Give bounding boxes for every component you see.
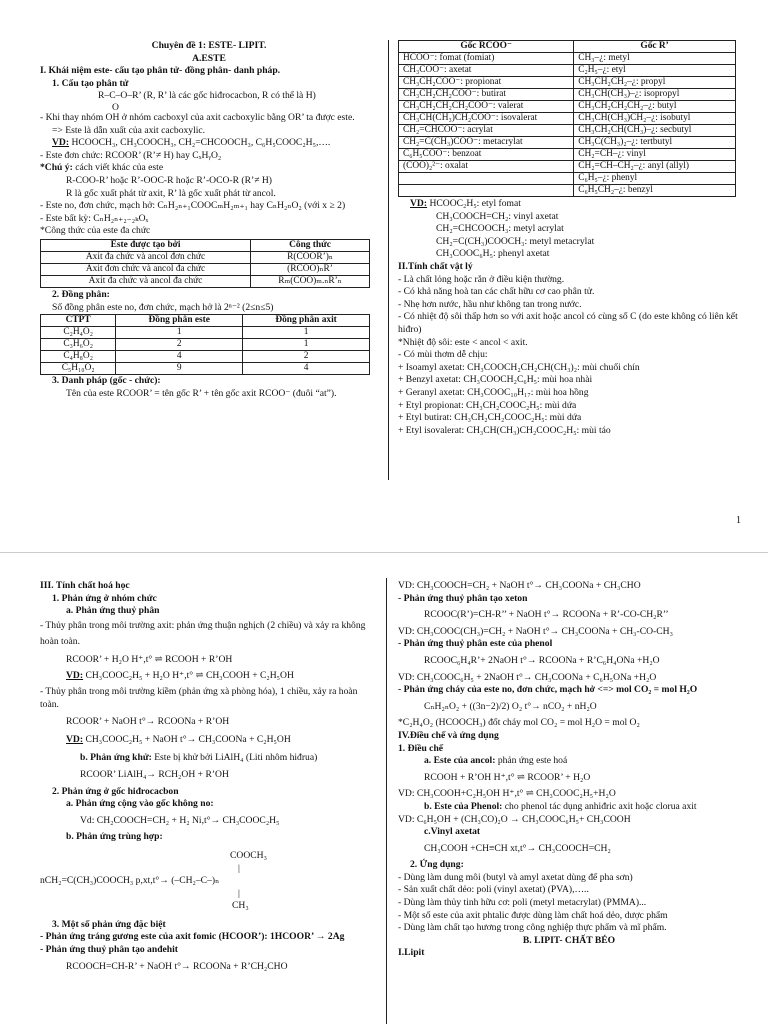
table-row: CH₃CH₂CH₂COO⁻: butirat CH₃CH(CH₃)–¿: isopropyl bbox=[399, 89, 736, 101]
base-hydrolysis-equation: RCOOR’ + NaOH t°→ RCOONa + R’OH bbox=[66, 716, 230, 728]
table-row: CH₂=C(CH₃)COO⁻: metacrylat CH₃C(CH₃)₂–¿: tertbutyl bbox=[399, 137, 736, 149]
subsection-special-reactions: 3. Một số phản ứng đặc biệt bbox=[52, 918, 166, 930]
subsection-preparation: 1. Điều chế bbox=[398, 742, 444, 754]
vinyl-acetate-heading: c.Vinyl axetat bbox=[424, 826, 481, 838]
table-row: Axit đơn chức và ancol đa chức (RCOO)ₙR’ bbox=[41, 263, 370, 275]
combustion-equation: CₙH₂ₙO₂ + ((3n−2)/2) O₂ t°→ nCO₂ + nH₂O bbox=[424, 700, 597, 712]
radical-names-table bbox=[398, 40, 736, 197]
note-alt-forms: R-COO-R’ hoặc R’-OOC-R hoặc R’-OCO-R (R’≠ H) bbox=[66, 174, 272, 186]
polyester-table bbox=[40, 239, 370, 288]
section-b-heading: B. LIPIT- CHẤT BÉO bbox=[522, 934, 616, 946]
subsection-hydrocarbon-reactions: 2. Phản ứng ở gốc hiđrocacbon bbox=[52, 785, 179, 797]
naming-examples: VD: HCOOC₂H₅: etyl fomat CH₃COOCH=CH₂: vinyl axetat CH₂=CHCOOCH₃: metyl acrylat CH₂=C(CH₃)COOCH₃: metyl metacrylat CH₃COOC₆H₅: phenyl axetat bbox=[410, 198, 595, 260]
aldehyde-hydrolysis-equation: RCOOCH=CH-R’ + NaOH t°→ RCOONa + R’CH₂CHO bbox=[66, 960, 288, 972]
table-row: C₅H₁₀O₂ 9 4 bbox=[41, 363, 370, 375]
table-row: (COO)₂²⁻: oxalat CH₂=CH–CH₂–¿: anyl (allyl) bbox=[399, 161, 736, 173]
section-a-heading: A.ESTE bbox=[192, 52, 226, 64]
structure-oxygen: O bbox=[112, 101, 119, 113]
table-row: C₂H₄O₂ 1 1 bbox=[41, 327, 370, 339]
polymer-bottom-group: CH₃ bbox=[232, 900, 249, 912]
silver-mirror-reaction: - Phản ứng tráng gương este của axit fomic (HCOOR’): 1HCOOR’ → 2Ag bbox=[40, 931, 345, 943]
applications-list: - Dùng làm dung môi (butyl và amyl axetat dùng để pha sơn) - Sản xuất chất dẻo: poli (vinyl axetat) (PVA),….. - Dùng làm thủy tinh hữu cơ: poli (metyl metacrylat) (PMMA)... - Một số este của axit phtalic được dùng làm chất hoá dẻo, dược phẩm - Dùng làm chất tạo hương trong công nghiệp thực phẩm và mĩ phẩm. bbox=[398, 871, 668, 934]
polymer-bond: | bbox=[238, 862, 240, 874]
combustion-heading: - Phản ứng cháy của este no, đơn chức, mạch hở <=> mol CO₂ = mol H₂O bbox=[398, 684, 698, 696]
subsection-hydrolysis: a. Phản ứng thuỷ phân bbox=[66, 605, 160, 617]
esterification-example: VD: CH₃COOH+C₂H₅OH H⁺,t° ⇌ CH₃COOC₂H₅+H₂O bbox=[398, 788, 616, 800]
monoester-formula: - Este đơn chức: RCOOR’ (R’≠ H) hay CₓHᵧO₂ bbox=[40, 149, 222, 161]
page-separator bbox=[0, 552, 768, 553]
section-3-heading: III. Tính chất hoá học bbox=[40, 580, 130, 591]
reduction-line: b. Phản ứng khử: Este bị khử bởi LiAlH₄ (Liti nhôm hiđrua) bbox=[80, 752, 318, 764]
base-hydrolysis-text: - Thủy phân trong môi trường kiềm (phản ứng xà phòng hóa), 1 chiều, xảy ra hoàn toàn. bbox=[40, 685, 358, 710]
addition-example: Vd: CH₂COOCH=CH₂ + H₂ Ni,t°→ CH₃COOC₂H₅ bbox=[80, 814, 280, 826]
derivative-text: => Este là dẫn xuất của axit cacboxylic. bbox=[52, 124, 206, 136]
polymer-bond: | bbox=[238, 887, 240, 899]
table-row: HCOO⁻: fomat (fomiat) CH₃–¿: metyl bbox=[399, 53, 736, 65]
section-4-heading: IV.Điều chế và ứng dụng bbox=[398, 729, 499, 741]
isomer-table bbox=[40, 314, 370, 375]
subsection-addition: a. Phản ứng cộng vào gốc không no: bbox=[66, 798, 214, 810]
ketone-hydrolysis-heading: - Phản ứng thuỷ phân tạo xeton bbox=[398, 592, 528, 604]
table-row: Axit đa chức và ancol đơn chức R(COOR’)ₙ bbox=[41, 251, 370, 263]
table-header: Este được tạo bởi bbox=[41, 239, 251, 251]
naming-rule: Tên của este RCOOR’ = tên gốc R’ + tên gốc axit RCOO⁻ (đuôi “at”). bbox=[66, 387, 337, 399]
subsection-structure: 1. Cấu tạo phân tử bbox=[52, 77, 129, 89]
column-divider bbox=[388, 40, 389, 480]
table-header: Công thức bbox=[251, 239, 370, 251]
table-row: C₆H₅–¿: phenyl bbox=[399, 173, 736, 185]
acid-hydrolysis-text: - Thủy phân trong môi trường axit: phản ứng thuận nghịch (2 chiều) và xảy ra không hoàn toàn. bbox=[40, 619, 366, 647]
page-number: 1 bbox=[736, 515, 741, 526]
note-line: *Chú ý: cách viết khác của este bbox=[40, 162, 164, 174]
page-title: Chuyên đề 1: ESTE- LIPIT. bbox=[151, 40, 267, 51]
table-row: C₆H₅CH₂–¿: benzyl bbox=[399, 185, 736, 197]
table-row: CH₃CH₂COO⁻: propionat CH₃CH₂CH₂–¿: propyl bbox=[399, 77, 736, 89]
ketone-example: VD: CH₃COOC(CH₃)=CH₂ + NaOH t°→ CH₃COONa + CH₃-CO-CH₃ bbox=[398, 625, 673, 637]
polyester-caption: *Công thức của este đa chức bbox=[40, 225, 151, 237]
note-origin: R là gốc xuất phát từ axit, R’ là gốc xuất phát từ ancol. bbox=[66, 187, 276, 199]
page2-left-column bbox=[40, 580, 378, 973]
saturated-formula: - Este no, đơn chức, mạch hở: CₙH₂ₙ₊₁COOCₘH₂ₘ₊₁ hay CₙH₂ₙO₂ (với x ≥ 2) bbox=[40, 200, 346, 212]
combustion-note: *C₂H₄O₂ (HCOOCH₃) đốt cháy mol CO₂ = mol H₂O = mol O₂ bbox=[398, 717, 640, 729]
alcohol-ester-line: a. Este của ancol: phản ứng este hoá bbox=[424, 755, 568, 767]
subsection-naming: 3. Danh pháp (gốc - chức): bbox=[52, 375, 161, 387]
table-row: CH₃COO⁻: axetat C₂H₅–¿: etyl bbox=[399, 65, 736, 77]
isomer-count-text: Số đồng phân este no, đơn chức, mạch hở là 2ⁿ⁻² (2≤n≤5) bbox=[52, 301, 274, 313]
structure-formula: R–C–O–R’ (R, R’ là các gốc hiđrocacbon, R có thể là H) bbox=[98, 90, 316, 102]
polymerization-equation: nCH₂=C(CH₃)COOCH₃ p,xt,t°→ (–CH₂–C–)ₙ bbox=[40, 875, 220, 887]
definition-text: - Khi thay nhóm OH ở nhóm cacboxyl của axit cacboxylic bằng OR’ ta được este. bbox=[40, 111, 355, 123]
reduction-equation: RCOOR’ LiAlH₄→ RCH₂OH + R’OH bbox=[80, 768, 229, 780]
subsection-applications: 2. Ứng dụng: bbox=[410, 859, 464, 871]
esterification-equation: RCOOH + R’OH H⁺,t° ⇌ RCOOR’ + H₂O bbox=[424, 771, 591, 783]
phenol-ester-prep-example: VD: C₆H₅OH + (CH₃CO)₂O → CH₃COOC₆H₅+ CH₃COOH bbox=[398, 813, 631, 825]
lipit-heading: I.Lipit bbox=[398, 947, 425, 959]
table-header: CTPT bbox=[41, 315, 116, 327]
subsection-functional-reactions: 1. Phản ứng ở nhóm chức bbox=[52, 592, 157, 604]
page1-right-column bbox=[398, 40, 738, 437]
column-divider bbox=[386, 578, 387, 1024]
phenol-ester-heading: - Phản ứng thuỷ phân este của phenol bbox=[398, 638, 553, 650]
table-row: Axit đa chức và ancol đa chức Rₘ(COO)ₘ.ₙR’ₙ bbox=[41, 275, 370, 287]
ketone-hydrolysis-equation: RCOOC(R’)=CH-R’’ + NaOH t°→ RCOONa + R’-CO-CH₂R’’ bbox=[424, 609, 669, 621]
table-row: C₄H₈O₂ 4 2 bbox=[41, 351, 370, 363]
phenol-ester-example: VD: CH₃COOC₆H₅ + 2NaOH t°→ CH₃COONa + C₆H₅ONa +H₂O bbox=[398, 671, 657, 683]
table-row: CH₃CH₂CH₂CH₂COO⁻: valerat CH₃CH₂CH₂CH₂–¿: butyl bbox=[399, 101, 736, 113]
page1-left-column bbox=[40, 40, 378, 400]
table-header: Đồng phân este bbox=[116, 315, 243, 327]
polymer-top-group: COOCH₃ bbox=[230, 849, 267, 861]
aldehyde-hydrolysis-heading: - Phản ứng thuỷ phân tạo anđehit bbox=[40, 944, 178, 956]
page2-right-column bbox=[398, 580, 740, 960]
vinyl-acetate-equation: CH₃COOH +CH≡CH xt,t°→ CH₃COOCH=CH₂ bbox=[424, 842, 611, 854]
table-row: CH₂=CHCOO⁻: acrylat CH₃CH₂CH(CH₃)–¿: secbutyl bbox=[399, 125, 736, 137]
general-formula: - Este bất kỳ: CₙH₂ₙ₊₂₋₂ₖOₓ bbox=[40, 212, 149, 224]
section-2-heading: II.Tính chất vật lý bbox=[398, 260, 473, 272]
subsection-isomers: 2. Đồng phân: bbox=[52, 288, 110, 300]
subsection-polymerization: b. Phản ứng trùng hợp: bbox=[66, 831, 163, 843]
acid-hydrolysis-equation: RCOOR’ + H₂O H⁺,t° ⇌ RCOOH + R’OH bbox=[66, 653, 233, 665]
aldehyde-example: VD: CH₃COOCH=CH₂ + NaOH t°→ CH₃COONa + CH₃CHO bbox=[398, 580, 641, 591]
table-row: CH₃CH(CH₃)CH₂COO⁻: isovalerat CH₃CH(CH₃)CH₂–¿: isobutyl bbox=[399, 113, 736, 125]
acid-hydrolysis-example: VD: CH₃COOC₂H₅ + H₂O H⁺,t° ⇌ CH₃COOH + C₂H₅OH bbox=[66, 670, 294, 682]
example-esters: VD: HCOOCH₃, CH₃COOCH₃, CH₂=CHCOOCH₃, C₆H₅COOC₂H₅,…. bbox=[52, 137, 331, 149]
phenol-ester-equation: RCOOC₆H₄R’+ 2NaOH t°→ RCOONa + R’C₆H₄ONa +H₂O bbox=[424, 654, 660, 666]
section-1-heading: I. Khái niệm este- cấu tạo phân tử- đồng phân- danh pháp. bbox=[40, 65, 281, 77]
table-row: C₃H₆O₂ 2 1 bbox=[41, 339, 370, 351]
table-header: Gốc RCOO⁻ bbox=[399, 41, 574, 53]
physical-properties: - Là chất lỏng hoặc rắn ở điều kiện thường. - Có khả năng hoà tan các chất hữu cơ cao phân tử. - Nhẹ hơn nước, hầu như không tan trong nước. - Có nhiệt độ sôi thấp hơn so với axit hoặc ancol có cùng số C (do este không có liên kết hiđro) *Nhiệt độ sôi: este < ancol < axit. - Có mùi thơm dễ chịu: + Isoamyl axetat: CH₃COOCH₂CH₂CH(CH₃)₂: mùi chuối chín + Benzyl axetat: CH₃COOCH₂C₆H₅: mùi hoa nhài + Geranyl axetat: CH₃COOC₁₀H₁₇: mùi hoa hồng + Etyl propionat: CH₃CH₂COOC₂H₅: mùi dứa + Etyl butirat: CH₃CH₂CH₂COOC₂H₅: mùi dứa + Etyl isovalerat: CH₃CH(CH₃)CH₂COOC₂H₅: mùi táo bbox=[398, 273, 738, 436]
table-header: Đồng phân axit bbox=[243, 315, 370, 327]
phenol-ester-prep-line: b. Este của Phenol: cho phenol tác dụng anhiđric axit hoặc clorua axit bbox=[424, 800, 697, 812]
base-hydrolysis-example: VD: CH₃COOC₂H₅ + NaOH t°→ CH₃COONa + C₂H₅OH bbox=[66, 733, 291, 745]
table-header: Gốc R’ bbox=[574, 41, 736, 53]
table-row: C₆H₅COO⁻: benzoat CH₂=CH–¿: vinyl bbox=[399, 149, 736, 161]
